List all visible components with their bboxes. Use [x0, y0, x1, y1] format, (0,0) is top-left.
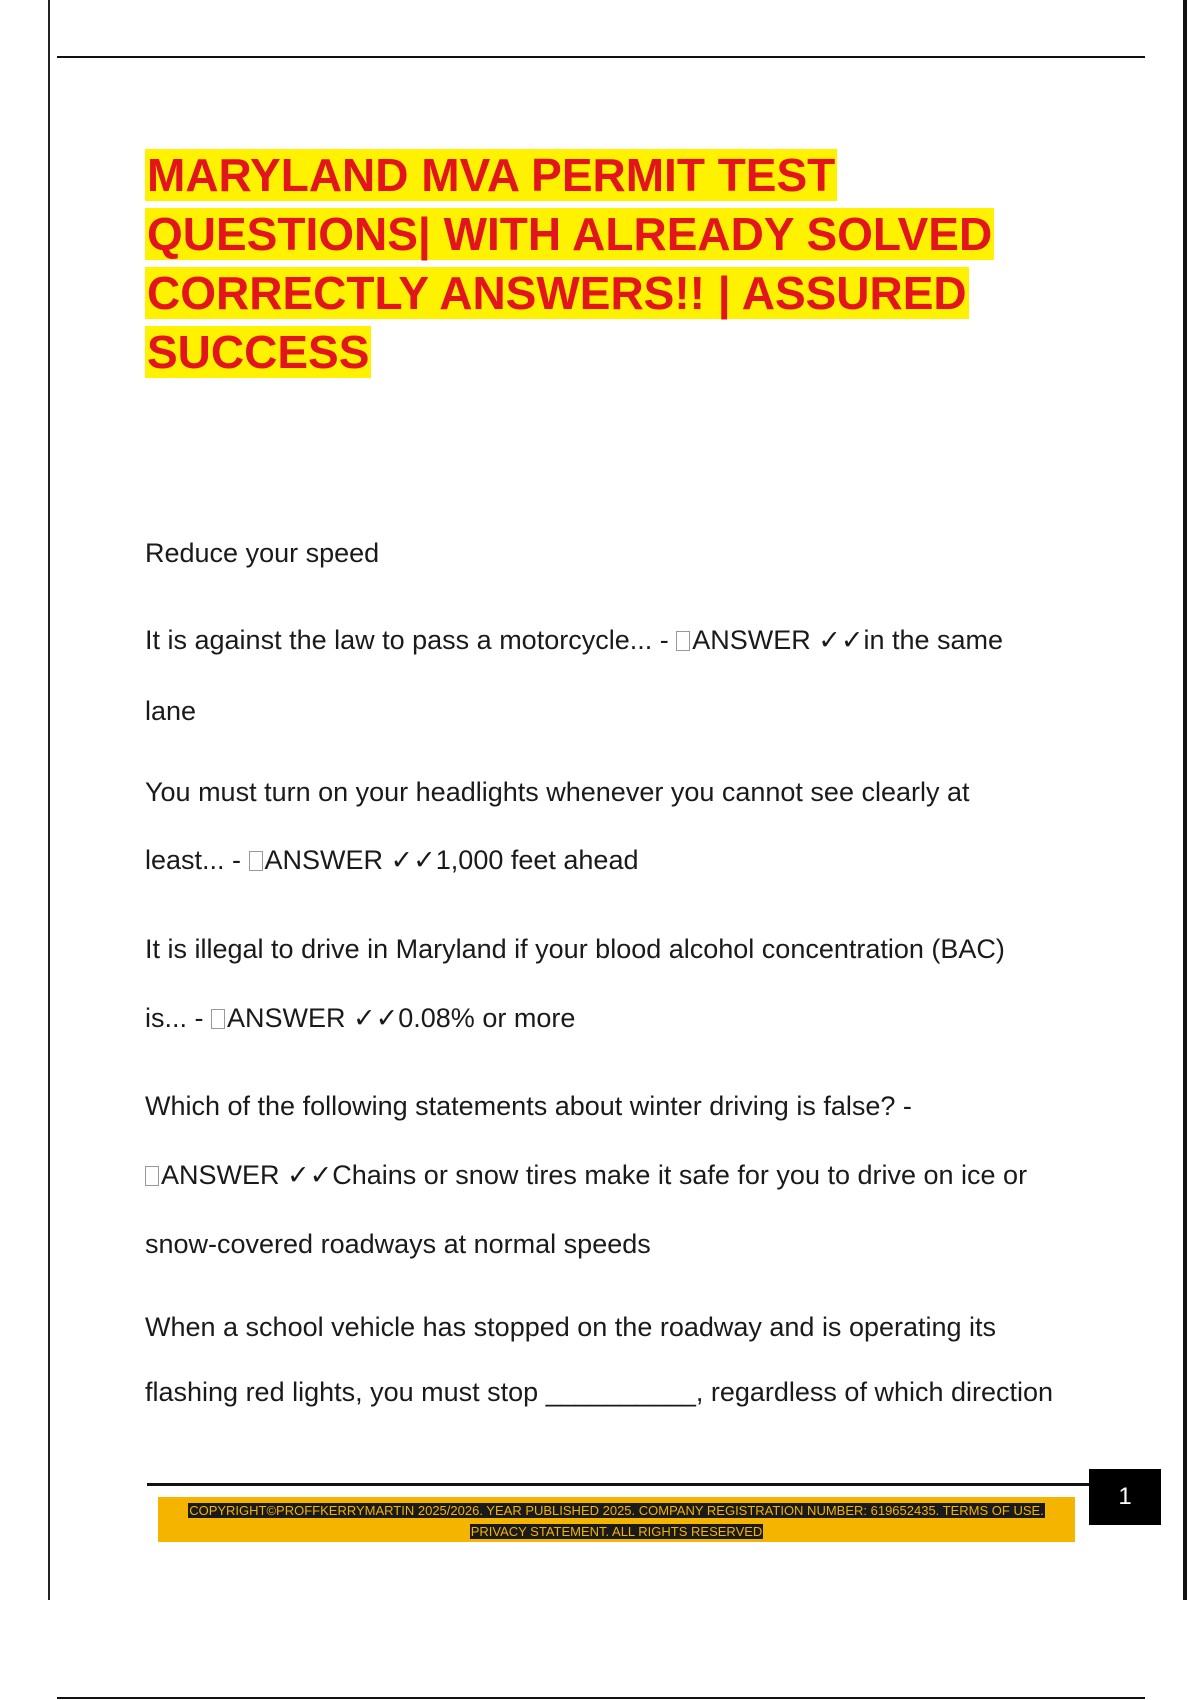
question-text: It is against the law to pass a motorcycle... - [145, 625, 677, 655]
question-bac-cont [145, 1001, 575, 1035]
header-rule [57, 56, 1145, 58]
question-text: is... - [145, 1003, 211, 1033]
question-headlights-cont [145, 843, 638, 877]
answer-winter-driving [145, 1158, 1027, 1192]
answer-text: ANSWER ✓✓Chains or snow tires make it safe for you to drive on ice or [161, 1160, 1028, 1190]
page-frame-left-border [48, 0, 50, 1600]
bottom-page-rule [57, 1697, 1145, 1699]
page-frame-right-border [1183, 0, 1187, 1600]
answer-text: ANSWER ✓✓in the same [692, 625, 1004, 655]
copyright-line-2: PRIVACY STATEMENT. ALL RIGHTS RESERVED [470, 1524, 763, 1539]
answer-text: ANSWER ✓✓0.08% or more [227, 1003, 576, 1033]
answer-continuation: lane [145, 696, 197, 726]
answer-text: ANSWER ✓✓1,000 feet ahead [264, 845, 639, 875]
document-title [145, 146, 1065, 382]
body-line-answer-reduce-speed: Reduce your speed [145, 538, 380, 568]
checkbox-glyph-icon [676, 631, 690, 651]
question-school-vehicle-cont: flashing red lights, you must stop __________, regardless of which direction [145, 1377, 1054, 1407]
copyright-line-1: COPYRIGHT©PROFFKERRYMARTIN 2025/2026. YEAR PUBLISHED 2025. COMPANY REGISTRATION NUMBER: 619652435. TERMS OF USE. [189, 1503, 1044, 1518]
footer-copyright [165, 1500, 1068, 1542]
title-line-1: MARYLAND MVA PERMIT TEST [147, 149, 836, 201]
title-line-4: SUCCESS [147, 326, 370, 378]
answer-winter-driving-cont: snow-covered roadways at normal speeds [145, 1229, 651, 1259]
question-school-vehicle: When a school vehicle has stopped on the roadway and is operating its [145, 1312, 997, 1342]
footer-rule [147, 1483, 1090, 1486]
page-number: 1 [1089, 1469, 1161, 1525]
checkbox-glyph-icon [145, 1166, 159, 1186]
question-text: least... - [145, 845, 249, 875]
question-winter-driving: Which of the following statements about winter driving is false? - [145, 1091, 912, 1121]
checkbox-glyph-icon [211, 1009, 225, 1029]
question-motorcycle [145, 623, 1003, 657]
question-bac: It is illegal to drive in Maryland if your blood alcohol concentration (BAC) [145, 934, 1005, 964]
question-headlights: You must turn on your headlights whenever you cannot see clearly at [145, 777, 970, 807]
title-line-2: QUESTIONS| WITH ALREADY SOLVED [147, 208, 993, 260]
title-line-3: CORRECTLY ANSWERS!! | ASSURED [147, 267, 967, 319]
checkbox-glyph-icon [249, 851, 263, 871]
